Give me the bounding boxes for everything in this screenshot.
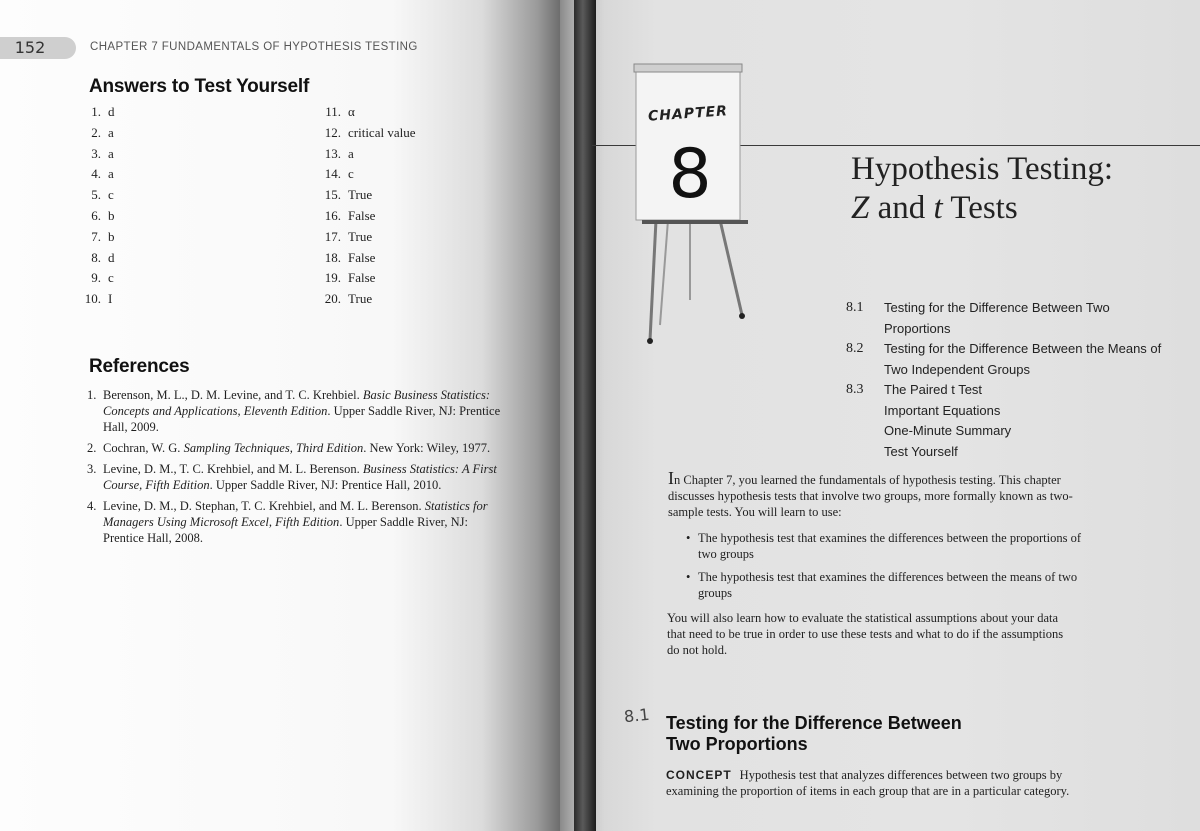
toc-text: Testing for the Difference Between Two [884, 300, 1110, 315]
intro-initial: I [668, 468, 674, 488]
answer-value: c [348, 166, 354, 182]
section-8-1-heading: Testing for the Difference Between Two Proportions [666, 713, 962, 754]
toc-text: Test Yourself [884, 443, 958, 459]
learning-objectives-list [686, 530, 1081, 608]
answer-item [315, 268, 416, 289]
reference-item [87, 461, 505, 493]
assumptions-paragraph: You will also learn how to evaluate the statistical assumptions about your data that need to be true in order to use these tests and what to do if the assumptions do not hold. [667, 611, 1064, 657]
toc-item [846, 319, 1161, 340]
answer-number: 18. [324, 249, 341, 265]
answer-item [75, 123, 115, 144]
answer-item [315, 248, 416, 269]
answer-value: True [348, 228, 373, 244]
toc-text: Two Independent Groups [884, 361, 1030, 377]
answer-number: 4. [91, 166, 101, 182]
answer-number: 19. [324, 270, 341, 286]
toc-text: Testing for the Difference Between the Means of [884, 341, 1162, 356]
toc-text: Important Equations [884, 402, 1001, 418]
answer-number: 13. [324, 145, 341, 161]
answer-value: False [348, 207, 376, 223]
toc-text: The Paired t Test [884, 382, 983, 397]
reference-authors: Cochran, W. G. [103, 441, 184, 455]
toc-item [846, 339, 1161, 360]
toc-number: 8.2 [846, 341, 864, 356]
answer-item [315, 144, 416, 165]
reference-number: 3. [87, 462, 97, 476]
answer-number: 7. [91, 228, 101, 244]
answer-item [315, 164, 416, 185]
chapter-number: 8 [668, 135, 712, 214]
answer-item [75, 268, 115, 289]
answer-number: 12. [324, 124, 341, 140]
answer-item [315, 206, 416, 227]
answers-list-col1 [75, 102, 115, 310]
answer-number: 11. [325, 104, 341, 119]
reference-item [87, 440, 505, 456]
answer-item [75, 144, 115, 165]
reference-publisher: . Upper Saddle River, NJ: Prentice Hall, 2010. [209, 478, 442, 492]
reference-title: Statistics for Managers Using Microsoft Excel, Fifth Edition [103, 499, 488, 529]
answer-item [75, 185, 115, 206]
toc-item [846, 298, 1161, 319]
references-heading: References [89, 356, 190, 377]
reference-publisher: . New York: Wiley, 1977. [363, 441, 491, 455]
toc-text: One-Minute Summary [884, 423, 1012, 438]
chapter-contents [846, 298, 1161, 462]
answers-heading: Answers to Test Yourself [89, 76, 310, 97]
answer-value: a [108, 166, 114, 182]
answer-number: 20. [324, 291, 341, 307]
answer-value: b [108, 228, 115, 244]
answer-item [75, 164, 115, 185]
answer-item [75, 289, 115, 310]
answer-value: d [108, 104, 115, 119]
concept-definition: CONCEPT Hypothesis test that analyzes differences between two groups by examining the proportion of items in each group that are in a particular category. [666, 768, 1070, 798]
answer-item [75, 206, 115, 227]
answer-value: α [348, 104, 355, 119]
answer-value: critical value [348, 124, 416, 140]
answer-number: 17. [324, 228, 341, 244]
answer-value: d [108, 249, 115, 265]
intro-paragraph: In Chapter 7, you learned the fundamentals of hypothesis testing. This chapter discusses hypothesis tests that involve two groups, more formally known as two-sample tests. You will learn to use: [668, 468, 1073, 519]
chapter-title-line2: Z and t Tests [851, 190, 1018, 226]
answer-number: 2. [91, 124, 101, 140]
page-number: 152 [14, 38, 46, 57]
objective-item: • The hypothesis test that examines the differences between the means of two groups [686, 569, 1081, 601]
handwritten-annotation: 8.1 [623, 704, 651, 727]
answer-number: 3. [91, 145, 101, 161]
reference-publisher: . Upper Saddle River, NJ: Prentice Hall, 2009. [103, 404, 501, 434]
chapter-label: CHAPTER [647, 103, 729, 125]
answer-value: a [348, 145, 354, 161]
answer-value: a [108, 145, 114, 161]
answer-value: False [348, 270, 376, 286]
references-list [87, 387, 505, 551]
answer-value: True [348, 187, 373, 203]
answer-item [315, 123, 416, 144]
reference-title: Business Statistics: A First Course, Fifth Edition [103, 462, 497, 492]
toc-number: 8.3 [846, 382, 864, 397]
reference-title: Sampling Techniques, Third Edition [183, 441, 364, 455]
answer-value: False [348, 249, 376, 265]
chapter-title [851, 150, 1113, 228]
answer-item [75, 248, 115, 269]
reference-publisher: . Upper Saddle River, NJ: Prentice Hall, 2008. [103, 515, 468, 545]
answer-number: 1. [91, 104, 101, 119]
chapter-title-line1: Hypothesis Testing: [851, 151, 1114, 187]
toc-item [846, 442, 1161, 463]
answer-item [75, 227, 115, 248]
answer-number: 8. [91, 249, 101, 265]
book-spine [574, 0, 596, 831]
toc-item [846, 360, 1161, 381]
answer-value: I [108, 291, 113, 307]
reference-number: 1. [87, 388, 97, 402]
reference-authors: Levine, D. M., D. Stephan, T. C. Krehbiel, and M. L. Berenson. [103, 499, 425, 513]
answers-list-col2 [315, 102, 416, 310]
reference-authors: Levine, D. M., T. C. Krehbiel, and M. L. Berenson. [103, 462, 363, 476]
answer-number: 14. [324, 166, 341, 182]
reference-item [87, 387, 505, 435]
reference-item [87, 498, 505, 546]
answer-number: 10. [84, 291, 101, 307]
answer-item [315, 227, 416, 248]
answer-item [315, 185, 416, 206]
reference-number: 2. [87, 441, 97, 455]
answer-item [75, 102, 115, 123]
objective-item: • The hypothesis test that examines the differences between the proportions of two groups [686, 530, 1081, 562]
answer-number: 15. [324, 187, 341, 203]
reference-number: 4. [87, 499, 97, 513]
answer-item [315, 289, 416, 310]
toc-text: Proportions [884, 320, 951, 336]
toc-item [846, 380, 1161, 401]
toc-item [846, 401, 1161, 422]
concept-label: CONCEPT [666, 768, 732, 782]
answer-number: 6. [91, 207, 101, 223]
toc-number: 8.1 [846, 300, 864, 315]
answer-value: a [108, 124, 114, 140]
running-head: CHAPTER 7 FUNDAMENTALS OF HYPOTHESIS TESTING [90, 41, 418, 53]
answer-value: b [108, 207, 115, 223]
answer-value: True [348, 291, 373, 307]
answer-value: c [108, 270, 114, 286]
reference-title: Basic Business Statistics: Concepts and Applications, Eleventh Edition [103, 388, 490, 418]
answer-number: 9. [91, 270, 101, 286]
answer-value: c [108, 187, 114, 203]
toc-item [846, 421, 1161, 442]
reference-authors: Berenson, M. L., D. M. Levine, and T. C. Krehbiel. [103, 388, 363, 402]
answer-number: 5. [91, 187, 101, 203]
answer-item [315, 102, 416, 123]
answer-number: 16. [324, 207, 341, 223]
